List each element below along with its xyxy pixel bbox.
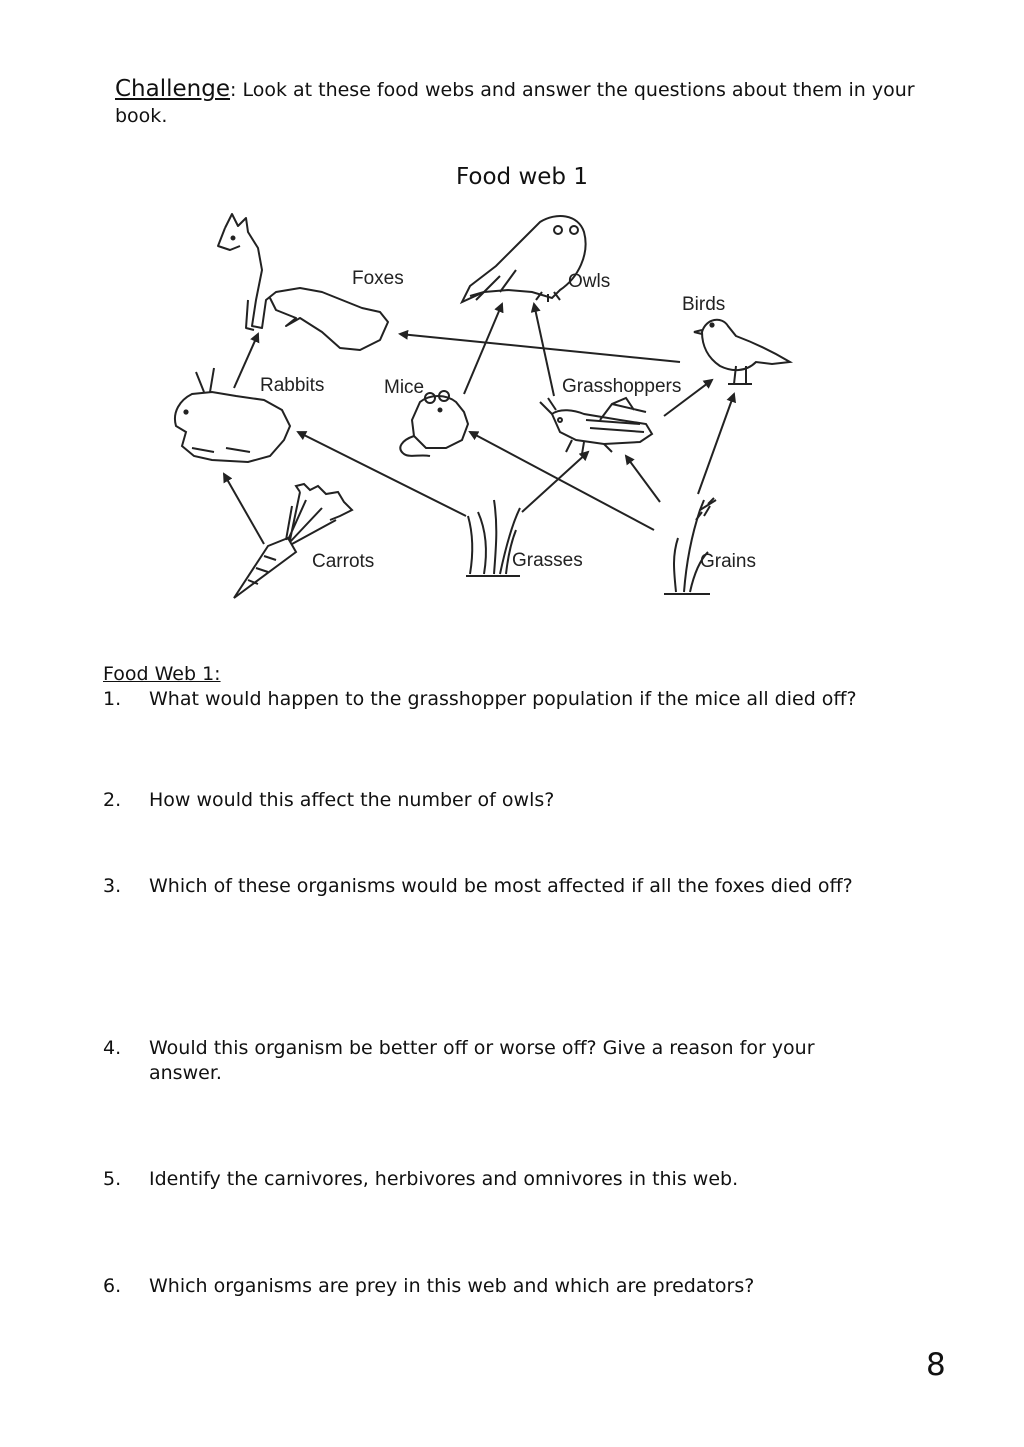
label-grains: Grains bbox=[700, 551, 756, 572]
question-text: Identify the carnivores, herbivores and omnivores in this web. bbox=[149, 1168, 739, 1190]
question-number: 2. bbox=[103, 789, 122, 811]
label-birds: Birds bbox=[682, 294, 726, 315]
question-number: 1. bbox=[103, 688, 122, 710]
grasshopper-icon bbox=[540, 398, 652, 454]
question-text: What would happen to the grasshopper population if the mice all died off? bbox=[149, 688, 857, 710]
food-web-title: Food web 1 bbox=[456, 164, 588, 190]
question-text: How would this affect the number of owls? bbox=[149, 789, 555, 811]
challenge-text: Look at these food webs and answer the questions about them in your book. bbox=[115, 79, 915, 127]
label-mice: Mice bbox=[384, 377, 425, 398]
bird-icon bbox=[694, 320, 790, 384]
arrow-grasses-to-grasshoppers bbox=[522, 452, 588, 512]
label-rabbits: Rabbits bbox=[260, 375, 325, 396]
arrow-carrots-to-rabbits bbox=[224, 474, 264, 544]
mouse-icon bbox=[400, 391, 468, 456]
questions-section bbox=[103, 662, 903, 1297]
question-text: Would this organism be better off or worse off? Give a reason for your answer. bbox=[149, 1037, 815, 1084]
label-carrots: Carrots bbox=[312, 551, 375, 572]
food-web-arrows bbox=[224, 304, 734, 544]
question-3 bbox=[103, 874, 883, 899]
label-owls: Owls bbox=[568, 271, 611, 292]
challenge-colon: : bbox=[230, 79, 237, 101]
arrow-grains-to-birds bbox=[698, 394, 734, 494]
question-text: Which of these organisms would be most affected if all the foxes died off? bbox=[149, 875, 853, 897]
question-1 bbox=[103, 687, 883, 712]
page-number: 8 bbox=[926, 1347, 946, 1383]
questions-heading: Food Web 1: bbox=[103, 663, 221, 685]
arrow-grains-to-grasshoppers bbox=[626, 456, 660, 502]
arrow-grains-to-mice bbox=[470, 432, 654, 530]
question-number: 6. bbox=[103, 1275, 122, 1297]
question-number: 3. bbox=[103, 875, 122, 897]
label-foxes: Foxes bbox=[352, 268, 404, 289]
label-grasses: Grasses bbox=[512, 550, 583, 571]
label-grasshoppers: Grasshoppers bbox=[562, 376, 682, 397]
question-4 bbox=[103, 1036, 883, 1086]
arrow-birds-to-foxes bbox=[400, 334, 680, 362]
carrot-icon bbox=[234, 484, 352, 598]
question-number: 4. bbox=[103, 1037, 122, 1059]
arrow-rabbits-to-foxes bbox=[234, 334, 258, 388]
food-web-diagram bbox=[0, 0, 1024, 640]
grain-icon bbox=[664, 498, 716, 594]
question-6 bbox=[103, 1274, 883, 1299]
question-text: Which organisms are prey in this web and which are predators? bbox=[149, 1275, 755, 1297]
question-5 bbox=[103, 1167, 883, 1192]
arrow-grasses-to-rabbits bbox=[298, 432, 466, 516]
question-number: 5. bbox=[103, 1168, 122, 1190]
arrow-mice-to-owls bbox=[464, 304, 502, 394]
question-2 bbox=[103, 788, 883, 813]
challenge-label: Challenge bbox=[115, 76, 230, 102]
